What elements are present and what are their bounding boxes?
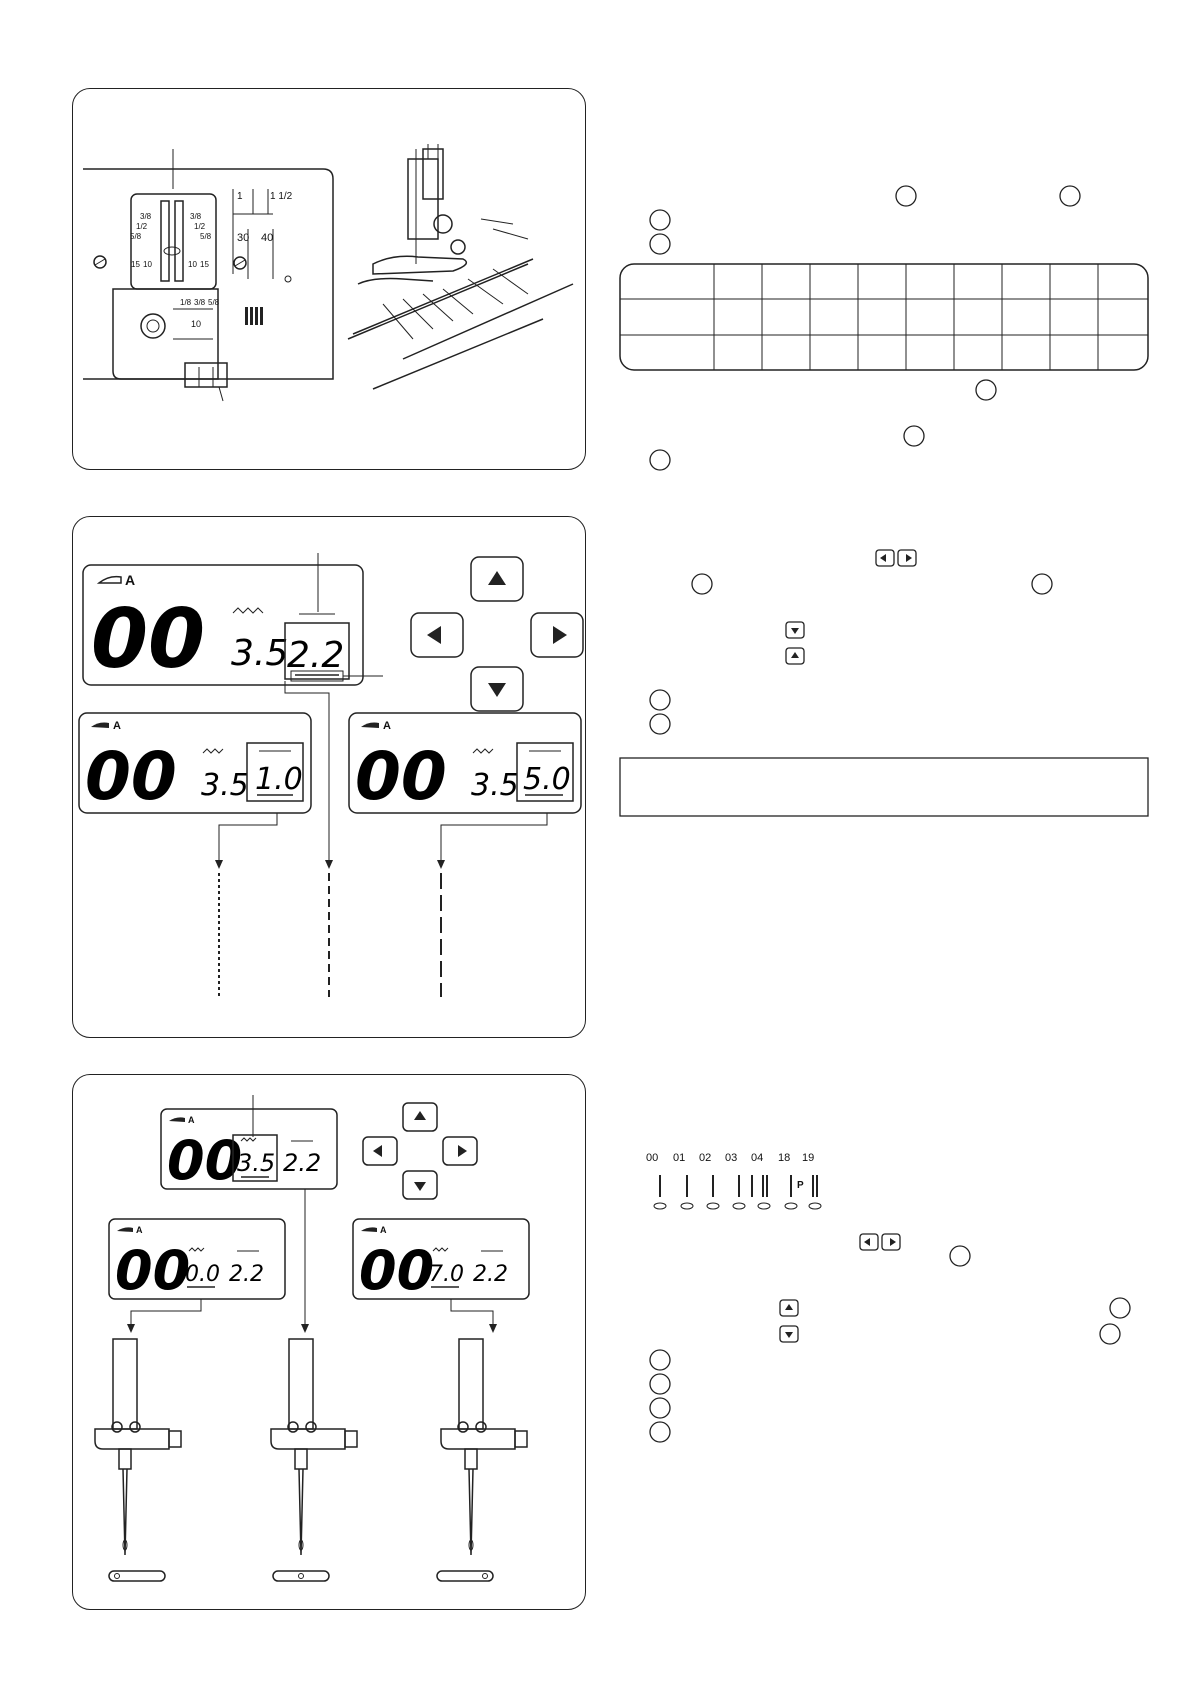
right-lcd-length: 2.2 <box>473 1262 508 1287</box>
keypad <box>411 557 583 711</box>
stitch-code-18: 18 <box>778 1152 791 1164</box>
stitch-code-01: 01 <box>673 1152 686 1164</box>
right-lcd-length: 5.0 <box>523 762 571 797</box>
seam-guide-table <box>620 264 1148 370</box>
main-lcd-pattern: 00 <box>91 592 206 687</box>
main-lcd-width: 3.5 <box>231 633 289 674</box>
note-box <box>620 758 1148 816</box>
down-arrow-icon <box>488 683 506 697</box>
right-lcd-pattern: 00 <box>359 1239 435 1302</box>
stitch-code-00: 00 <box>646 1152 659 1164</box>
svg-text:3/8: 3/8 <box>140 212 152 221</box>
right-lcd-indicator: A <box>383 720 391 732</box>
plate-lower-mark-3-8: 3/8 <box>194 298 206 307</box>
stitch-code-02: 02 <box>699 1152 712 1164</box>
left-lcd-length: 2.2 <box>229 1262 264 1287</box>
main-lcd-indicator: A <box>188 1115 195 1125</box>
right-lcd-width: 3.5 <box>471 768 519 803</box>
stitch-codes <box>646 1152 836 1168</box>
svg-text:15: 15 <box>131 260 140 269</box>
main-lcd-pattern: 00 <box>167 1129 243 1192</box>
left-lcd-pattern: 00 <box>85 738 177 815</box>
needle-center-position <box>271 1339 357 1581</box>
main-lcd-indicator: A <box>125 572 136 588</box>
plate-marks-left <box>130 212 152 269</box>
left-lcd-width: 0.0 <box>185 1262 220 1287</box>
main-lcd-length: 2.2 <box>287 635 345 676</box>
inch-mark-1: 1 <box>237 191 243 202</box>
right-lcd-indicator: A <box>380 1225 387 1235</box>
keypad <box>363 1103 477 1199</box>
svg-text:5/8: 5/8 <box>130 232 142 241</box>
up-arrow-icon <box>414 1111 426 1120</box>
stitch-code-19: 19 <box>802 1152 815 1164</box>
needle-left-position <box>95 1339 181 1581</box>
plate-lower-number: 10 <box>191 319 202 329</box>
left-lcd-indicator: A <box>113 720 121 732</box>
left-arrow-icon <box>427 626 441 644</box>
stitch-code-list <box>654 1175 821 1209</box>
stitch-code-04: 04 <box>751 1152 764 1164</box>
main-lcd-length: 2.2 <box>283 1149 322 1177</box>
plate-lower-mark-5-8: 5/8 <box>208 298 220 307</box>
stitch-width-panel <box>72 1074 586 1610</box>
left-lcd-indicator: A <box>136 1225 143 1235</box>
svg-text:1/2: 1/2 <box>136 222 148 231</box>
right-lcd-width: 7.0 <box>429 1262 464 1287</box>
stitch-code-03: 03 <box>725 1152 738 1164</box>
right-lcd-pattern: 00 <box>355 738 447 815</box>
svg-text:10: 10 <box>188 260 197 269</box>
svg-text:3/8: 3/8 <box>190 212 202 221</box>
plate-lower-mark-1-8: 1/8 <box>180 298 192 307</box>
left-arrow-icon <box>373 1145 382 1157</box>
left-lcd-length: 1.0 <box>255 762 303 797</box>
mm-mark-30: 30 <box>237 232 250 244</box>
left-lcd-width: 3.5 <box>201 768 249 803</box>
inch-mark-1-1-2: 1 1/2 <box>270 191 293 202</box>
stitch-length-illustration <box>73 517 585 1037</box>
left-lcd-pattern: 00 <box>115 1239 191 1302</box>
plate-marks-right <box>188 212 212 269</box>
needle-right-position <box>437 1339 527 1581</box>
stitch-marker-p: P <box>797 1180 804 1191</box>
right-arrow-icon <box>553 626 567 644</box>
main-lcd-width: 3.5 <box>237 1149 276 1177</box>
presser-foot-illustration <box>348 144 573 389</box>
svg-text:1/2: 1/2 <box>194 222 206 231</box>
down-arrow-icon <box>414 1182 426 1191</box>
svg-text:15: 15 <box>200 260 209 269</box>
stitch-length-panel <box>72 516 586 1038</box>
svg-text:10: 10 <box>143 260 152 269</box>
right-arrow-icon <box>458 1145 467 1157</box>
mm-mark-40: 40 <box>261 232 274 244</box>
needle-plate-illustration <box>73 89 585 469</box>
stitch-width-illustration <box>73 1075 585 1609</box>
up-arrow-icon <box>488 571 506 585</box>
needle-plate-panel <box>72 88 586 470</box>
svg-text:5/8: 5/8 <box>200 232 212 241</box>
